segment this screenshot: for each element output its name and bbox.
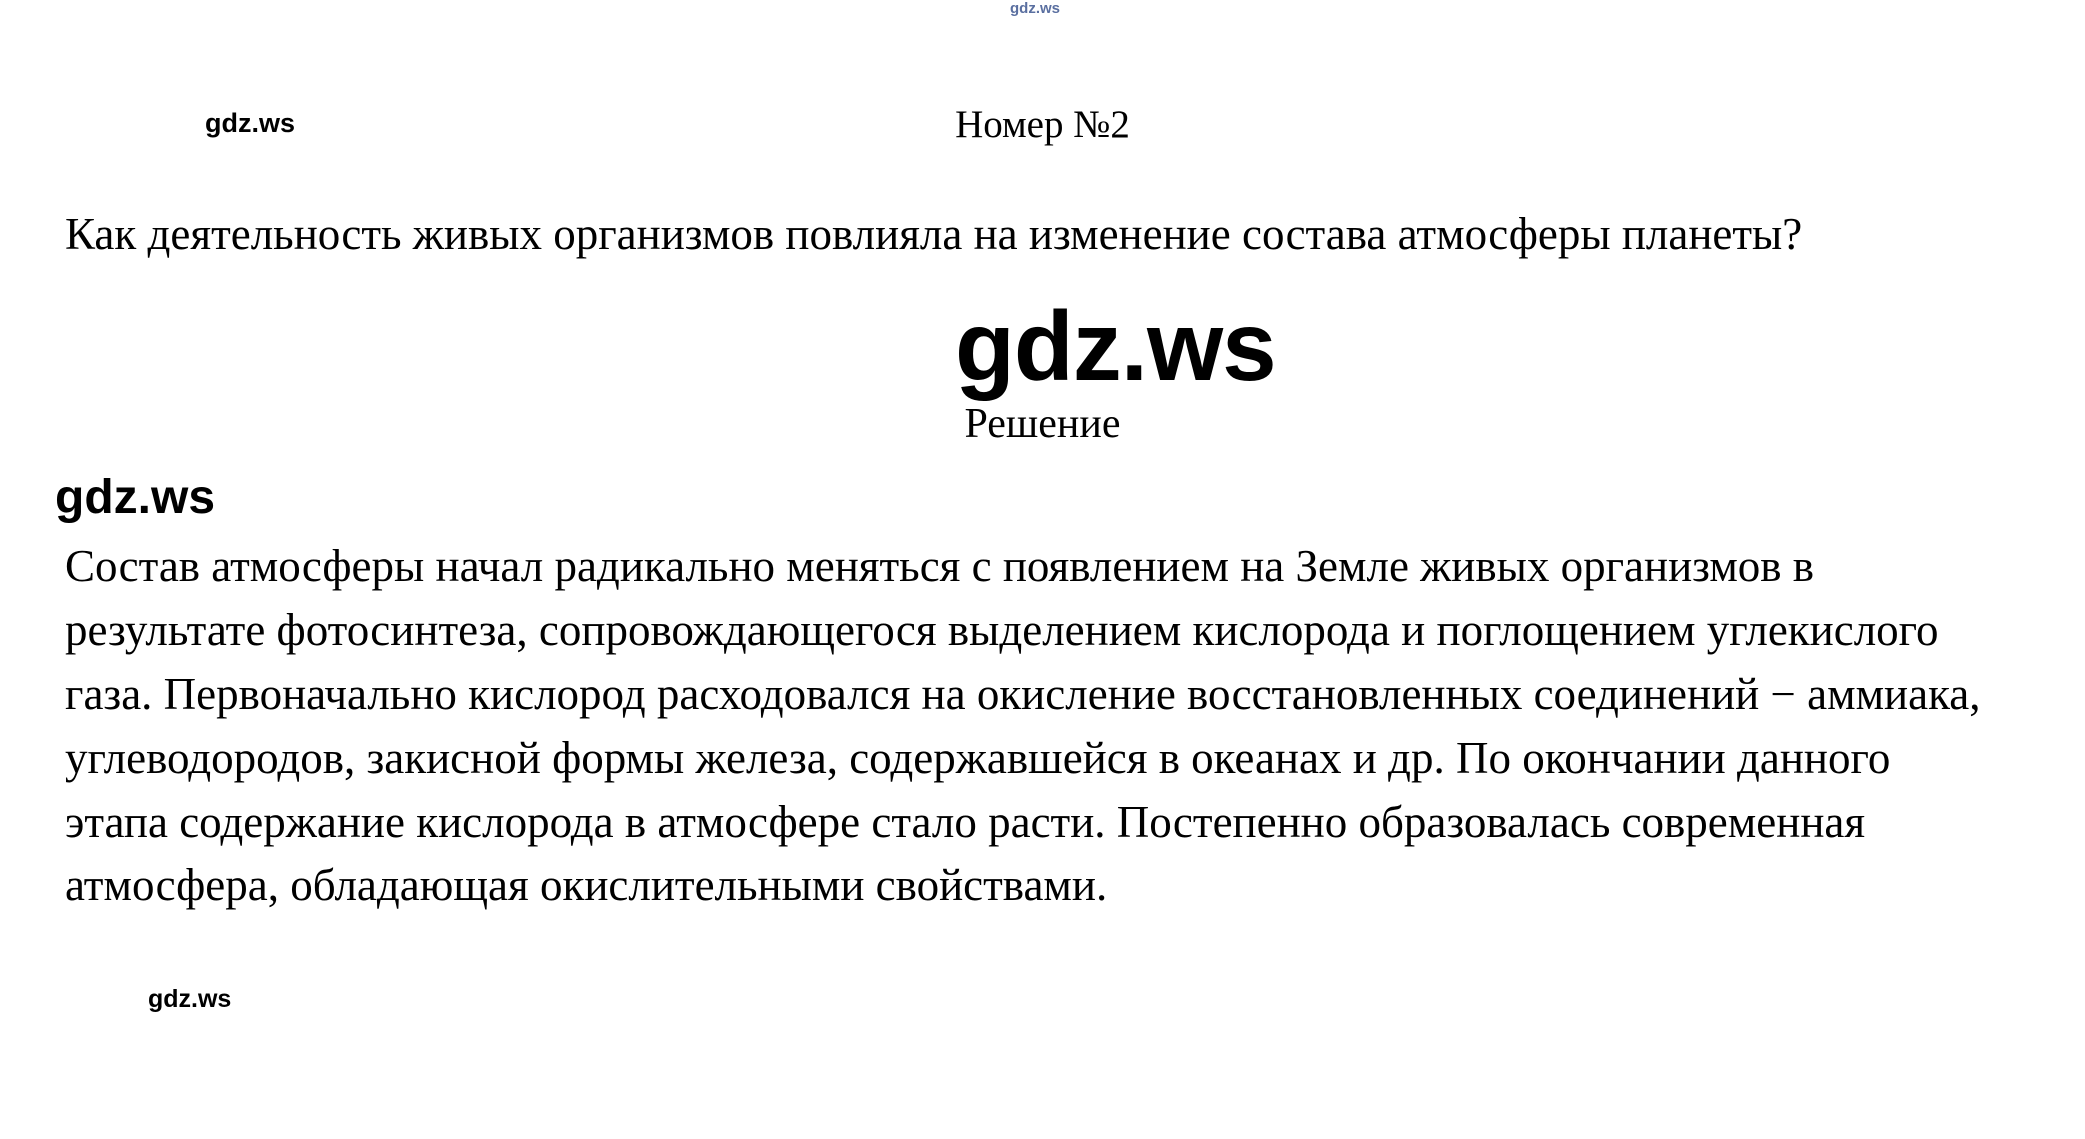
answer-text: Состав атмосферы начал радикально меняться с появлением на Земле живых организмов в результате фотосинтеза, сопровождающегося выделением кислорода и поглощением углекислого газа. Первоначально кислород расходовался на окисление восстановленных соединений − аммиака, углеводородов, закисной формы железа, содержавшейся в океанах и др. По окончании данного этапа содержание кислорода в атмосфере стало расти. Постепенно образовалась современная атмосфера, обладающая окислительными свойствами.: [65, 541, 1981, 911]
question-text: Как деятельность живых организмов повлияла на изменение состава атмосферы планеты?: [65, 209, 1803, 259]
page-title: Номер №2: [955, 103, 1130, 146]
watermark-small-top-left: gdz.ws: [205, 108, 296, 138]
solution-heading: Решение: [964, 401, 1121, 447]
watermark-top: gdz.ws: [1010, 0, 1061, 17]
watermark-small-bottom-left: gdz.ws: [148, 985, 232, 1013]
watermark-large-center: gdz.ws: [955, 291, 1276, 401]
watermark-medium-left: gdz.ws: [55, 471, 216, 524]
